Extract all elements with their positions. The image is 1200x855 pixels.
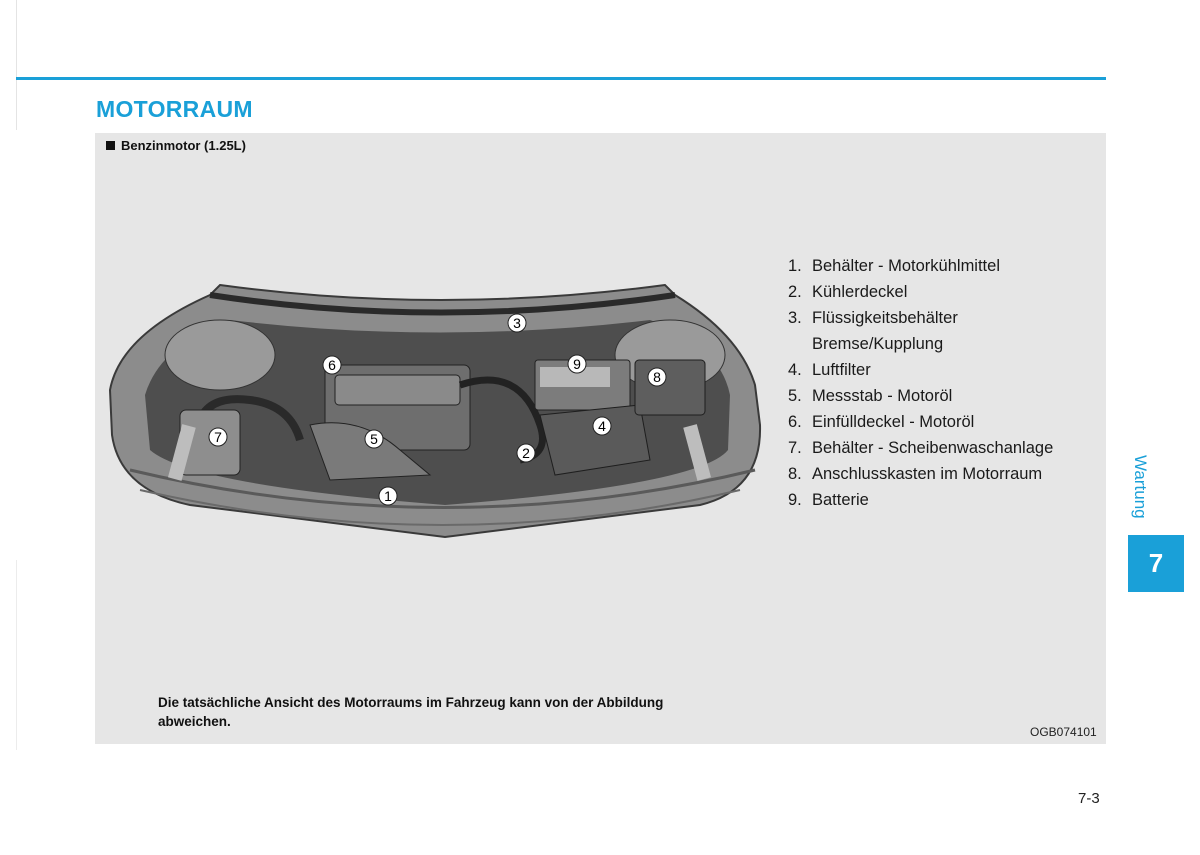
legend-text: Behälter - Scheibenwaschanlage (812, 439, 1054, 457)
legend-item (788, 487, 1098, 513)
legend-item (788, 383, 1098, 409)
legend-text: Messstab - Motoröl (812, 387, 953, 405)
margin-line (16, 560, 17, 750)
legend-item (788, 253, 1098, 279)
subheading-text: Benzinmotor (1.25L) (121, 138, 246, 153)
legend-text: Luftfilter (812, 361, 871, 379)
callout-2 (517, 444, 535, 462)
callout-7-label: 7 (214, 429, 222, 445)
callout-1-label: 1 (384, 488, 392, 504)
callout-3-label: 3 (513, 315, 521, 331)
callout-3 (508, 314, 526, 332)
legend-text: Anschlusskasten im Motorraum (812, 465, 1043, 483)
legend-text: Flüssigkeitsbehälter Bremse/Kupplung (812, 309, 958, 353)
legend-number: 9. (788, 491, 802, 509)
legend-number: 6. (788, 413, 802, 431)
legend-text: Einfülldeckel - Motoröl (812, 413, 975, 431)
legend-item (788, 305, 1098, 357)
callout-5-label: 5 (370, 431, 378, 447)
margin-line (16, 0, 17, 130)
callout-4 (593, 417, 611, 435)
legend-number: 7. (788, 439, 802, 457)
square-bullet-icon (106, 141, 115, 150)
page-number: 7-3 (1078, 790, 1100, 807)
legend-number: 4. (788, 361, 802, 379)
callout-7 (209, 428, 227, 446)
section-side-label (1130, 455, 1170, 535)
legend-item (788, 279, 1098, 305)
legend-number: 3. (788, 309, 802, 327)
callout-1 (379, 487, 397, 505)
chapter-tab: 7 (1128, 535, 1184, 592)
figure-subheading (106, 138, 246, 153)
callout-4-label: 4 (598, 418, 606, 434)
page-title: MOTORRAUM (96, 96, 253, 122)
callout-8 (648, 368, 666, 386)
legend-item (788, 357, 1098, 383)
component-legend (788, 253, 1098, 513)
legend-text: Kühlerdeckel (812, 283, 908, 301)
callout-8-label: 8 (653, 369, 661, 385)
callout-9 (568, 355, 586, 373)
legend-item (788, 461, 1098, 487)
callout-6 (323, 356, 341, 374)
legend-number: 1. (788, 257, 802, 275)
legend-text: Batterie (812, 491, 869, 509)
section-label-text: Wartung (1131, 455, 1150, 519)
legend-item (788, 409, 1098, 435)
legend-number: 5. (788, 387, 802, 405)
legend-item (788, 435, 1098, 461)
legend-text: Behälter - Motorkühlmittel (812, 257, 1000, 275)
legend-number: 8. (788, 465, 802, 483)
figure-note: Die tatsächliche Ansicht des Motorraums im Fahrzeug kann von der Abbildung abweichen. (158, 695, 664, 729)
callout-6-label: 6 (328, 357, 336, 373)
legend-number: 2. (788, 283, 802, 301)
engine-bay-illustration (100, 275, 785, 585)
figure-code: OGB074101 (1030, 725, 1097, 739)
callout-9-label: 9 (573, 356, 581, 372)
callout-5 (365, 430, 383, 448)
header-rule (16, 77, 1106, 80)
callout-2-label: 2 (522, 445, 530, 461)
